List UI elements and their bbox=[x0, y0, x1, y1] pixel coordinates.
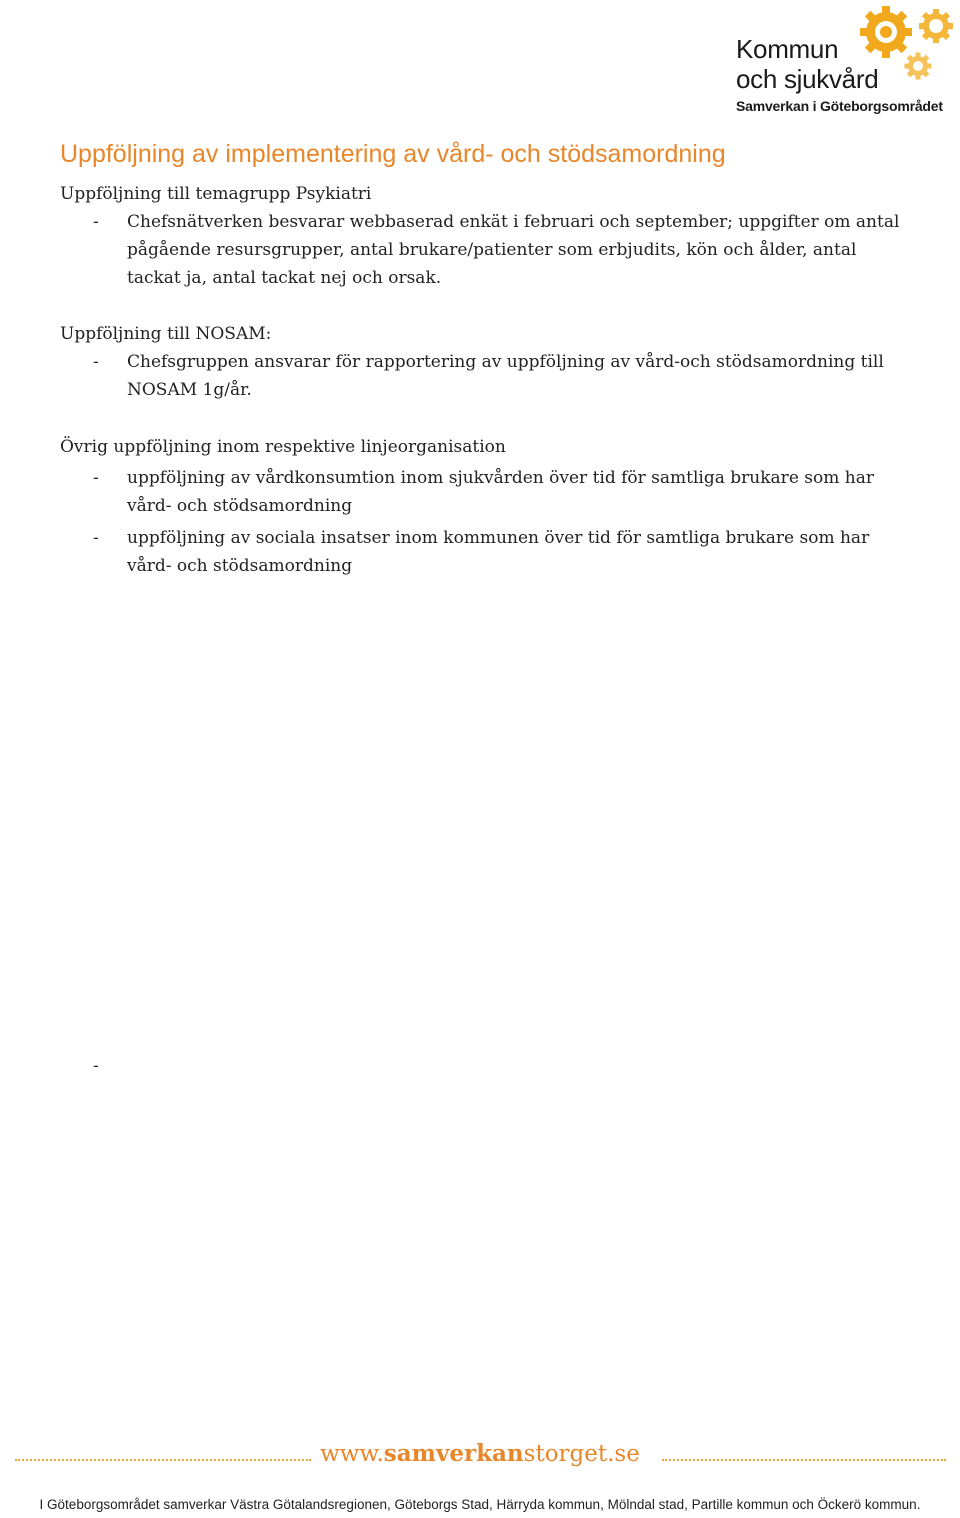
organization-logo bbox=[736, 4, 958, 124]
section-ovrig-uppfoljning bbox=[60, 433, 910, 580]
list-item bbox=[60, 464, 910, 520]
bullet-dash: - bbox=[93, 352, 99, 372]
footer-website-link[interactable] bbox=[0, 1440, 960, 1467]
bullet-text: uppföljning av sociala insatser inom kommunen över tid för samtliga brukare som har vård- och stödsamordning bbox=[127, 528, 870, 576]
section-heading: Uppföljning till NOSAM: bbox=[60, 324, 272, 344]
section-heading: Uppföljning till temagrupp Psykiatri bbox=[60, 184, 372, 204]
list-item bbox=[60, 524, 910, 580]
bullet-dash: - bbox=[93, 212, 99, 232]
bullet-text: Chefsgruppen ansvarar för rapportering av uppföljning av vård-och stödsamordning till NOSAM 1g/år. bbox=[127, 352, 884, 400]
footer-url-suffix: storget.se bbox=[523, 1441, 640, 1467]
page-title: Uppföljning av implementering av vård- och stödsamordning bbox=[60, 140, 726, 168]
bullet-text: uppföljning av vårdkonsumtion inom sjukvården över tid för samtliga brukare som har vård- och stödsamordning bbox=[127, 468, 874, 516]
list-item bbox=[60, 208, 910, 292]
bullet-text: Chefsnätverken besvarar webbaserad enkät i februari och september; uppgifter om antal pågående resursgrupper, antal brukare/patienter som erbjudits, kön och ålder, antal tackat ja, antal tackat nej och orsak. bbox=[127, 212, 900, 288]
list-item bbox=[60, 348, 910, 404]
section-nosam bbox=[60, 320, 910, 404]
logo-line-sjukvard: och sjukvård bbox=[736, 64, 879, 94]
empty-bullet-dash: - bbox=[93, 1056, 99, 1076]
logo-text bbox=[736, 34, 943, 116]
bullet-dash: - bbox=[93, 528, 99, 548]
section-temagrupp-psykiatri bbox=[60, 180, 910, 292]
section-heading: Övrig uppföljning inom respektive linjeorganisation bbox=[60, 437, 506, 457]
footer-note: I Göteborgsområdet samverkar Västra Götalandsregionen, Göteborgs Stad, Härryda kommun, Mölndal stad, Partille kommun och Öckerö kommun. bbox=[39, 1497, 921, 1512]
logo-line-kommun: Kommun bbox=[736, 34, 839, 64]
bullet-dash: - bbox=[93, 468, 99, 488]
footer-url-bold: samverkan bbox=[383, 1440, 524, 1467]
footer-url-prefix: www. bbox=[320, 1441, 384, 1467]
logo-tagline: Samverkan i Göteborgsområdet bbox=[736, 98, 943, 114]
